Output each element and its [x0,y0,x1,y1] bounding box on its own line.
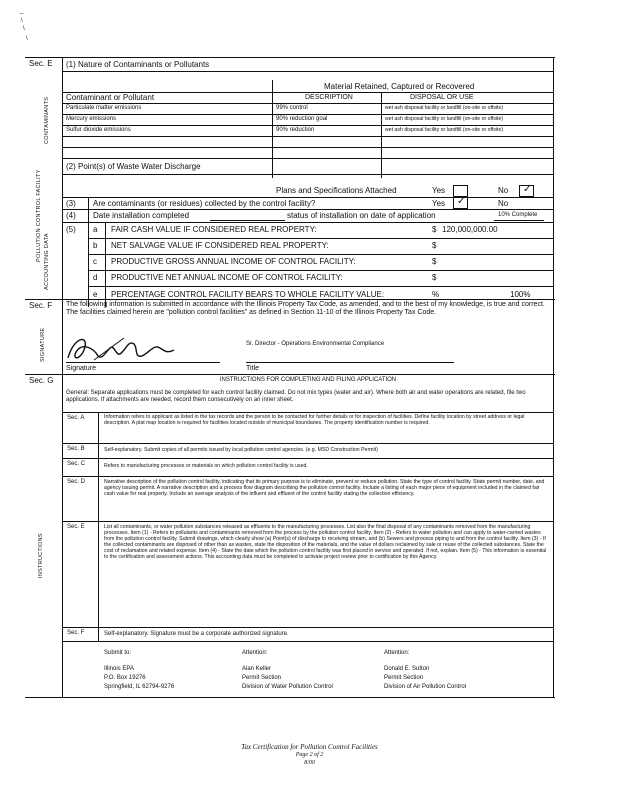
instr-text: Refers to manufacturing processes or materials on which pollution control facility is used. [104,463,308,469]
signature-image [64,330,184,366]
sec-g-label: Sec. G [29,376,54,385]
acct-symbol: $ [432,273,437,282]
item4-text: Date installation completed [93,211,190,220]
rule [62,641,553,642]
attention-label-water: Attention: [242,650,268,656]
col-divider [98,412,99,641]
item4-status: status of installation on date of application [287,211,436,220]
item2-title: (2) Point(s) of Waste Water Discharge [66,162,201,171]
item3-yes-checkbox[interactable] [453,197,468,209]
address-line: Division of Water Pollution Control [242,684,333,690]
signer-title: Sr. Director - Operations Environmental Compliance [246,341,385,347]
item5-num: (5) [66,225,76,234]
acct-value: 100% [510,290,531,299]
instr-text: Self-explanatory. Submit copies of all permits issued by local pollution control agencies. (e.g. MSD Construction Permit) [104,447,378,453]
table-row: Sulfur dioxide emissions [66,127,131,133]
rule [88,254,553,255]
table-row: Particulate matter emissions [66,105,142,111]
rule [88,238,553,239]
rule [62,136,553,137]
plans-label: Plans and Specifications Attached [276,186,397,195]
item3-no-label: No [498,199,509,208]
sec-f-label: Sec. F [29,301,53,310]
table-row-disposal: wet ash disposal facility or landfill (on-site or offsite) [385,116,504,122]
col-disposal: DISPOSAL OR USE [410,94,474,101]
col-divider [88,197,89,307]
rule [62,458,553,459]
footer-page: Page 2 of 2 [295,752,324,758]
rule [62,209,553,210]
section-rule [25,299,555,300]
left-rule [62,57,63,697]
instr-sec-label: Sec. D [67,479,86,485]
title-line [246,362,454,363]
rule [62,158,553,159]
col-divider [381,92,382,178]
corner-mark: \ [21,18,23,24]
item4-num: (4) [66,211,76,220]
plans-no-checkbox[interactable] [519,185,534,197]
section-rule [25,374,555,375]
sec-e-side-label: POLLUTION CONTROL FACILITY [36,169,42,262]
status-line [494,220,544,221]
col-description: DESCRIPTION [305,94,353,101]
rule [62,412,553,413]
address-line: Permit Section [242,675,282,681]
acct-letter: c [93,257,97,266]
acct-label: PRODUCTIVE GROSS ANNUAL INCOME OF CONTROL FACILITY: [111,257,356,266]
address-line: Permit Section [384,675,424,681]
rule [62,114,553,115]
address-line: Alan Keller [242,666,272,672]
acct-label: PRODUCTIVE NET ANNUAL INCOME OF CONTROL FACILITY: [111,273,343,282]
acct-symbol: $ [432,241,437,250]
instr-text: List all contaminants, or water pollution substances released as effluents to the manufacturing processes. List also the final disposal of any contaminants removed from the manufacturing processes. Item (1) - Refers to pollutants and contaminants removed from the process by the pollution control facility. Item (2) - Refers to water pollution and can apply to water-carried wastes from the pollution control facility. Submit drawings, which clearly show (a) Point(s) of discharge to receiving stream, and (b) Sewers and process piping to and from the control facility. Item (3) - If the collected contaminants are disposed of other than as wastes, state the disposition of the materials, and the value of dollars reclaimed by sale or reuse of the collected substances. State the cost of reclamation and related expense. Item (4) - State the date which the pollution control facility was first placed in service and operated. If not, explain. Item (5) - This information is essential to the certification and assessment actions. This accounting data must be completed to activate project review prior to certification by this Agency. [104,524,547,560]
rule [88,270,553,271]
item4-value: 10% Complete [498,212,538,218]
address-line: Springfield, IL 62794-9276 [104,684,175,690]
general-instructions: General: Separate applications must be completed for each control facility claimed. Do not mix types (water and air). Where both air and water operations are related, file two applications. If attachments are needed, record them consecutively on an inner sheet. [66,390,526,403]
rule [62,222,553,223]
instr-text: Self-explanatory. Signature must be a corporate authorized signature. [104,631,289,637]
col-divider [105,222,106,307]
sec-e-label: Sec. E [29,59,53,68]
instr-sec-label: Sec. C [67,461,86,467]
footer-date: 8/00 [304,760,315,766]
acct-letter: a [93,225,98,234]
rule [62,627,553,628]
acct-symbol: % [432,290,440,299]
corner-mark: _ [20,8,24,14]
attention-label-air: Attention: [384,650,410,656]
sec-f-text: The following information is submitted in accordance with the Illinois Property Tax Code, as amended, and to the best of my knowledge, is true and correct. The facilities claimed herein are "pollution control facilities" as defined in Section 11-10 of the Illinois Property Tax Code. [66,301,545,316]
address-line: P.O. Box 19276 [104,675,146,681]
table-row-description: 90% reduction [276,127,315,133]
top-rule [25,57,555,58]
instr-sec-label: Sec. F [67,630,85,636]
table-row-description: 90% reduction goal [276,116,328,122]
instr-sec-label: Sec. B [67,446,85,452]
instr-sec-label: Sec. A [67,415,85,421]
sec-f-side-label: SIGNATURE [40,327,46,362]
acct-letter: e [93,290,98,299]
sec-g-side-label: INSTRUCTIONS [38,533,44,578]
acct-label: PERCENTAGE CONTROL FACILITY BEARS TO WHOLE FACILITY VALUE: [111,290,385,299]
table-row: Mercury emissions [66,116,117,122]
date-line [210,220,285,221]
rule [62,125,553,126]
acct-letter: d [93,273,98,282]
rule [62,443,553,444]
material-retained-header: Material Retained, Captured or Recovered [324,82,475,91]
sec-e-side-label-accounting: ACCOUNTING DATA [44,233,50,290]
rule [62,476,553,477]
acct-letter: b [93,241,98,250]
title-label: Title [246,365,259,372]
signature-line [66,362,220,363]
acct-label: NET SALVAGE VALUE IF CONSIDERED REAL PROPERTY: [111,241,329,250]
acct-value: 120,000,000.00 [442,225,498,234]
col-contaminant: Contaminant or Pollutant [66,93,155,102]
plans-yes-label: Yes [432,186,446,195]
instructions-heading: INSTRUCTIONS FOR COMPLETING AND FILING APPLICATION [219,377,397,383]
submit-to-label: Submit to: [104,650,132,656]
address-line: Illinois EPA [104,666,134,672]
rule [62,197,553,198]
acct-symbol: $ [432,257,437,266]
right-rule [553,57,554,697]
item3-yes-label: Yes [432,199,446,208]
rule [62,71,553,72]
rule [62,174,553,175]
item3-num: (3) [66,199,76,208]
table-row-disposal: wet ash disposal facility or landfill (on-site or offsite) [385,127,504,133]
corner-mark: \ [26,36,28,42]
corner-mark: \ [23,26,25,32]
footer-title: Tax Certification for Pollution Control Facilities [241,743,378,751]
table-row-disposal: wet ash disposal facility or landfill (on-site or offsite) [385,105,504,111]
instr-text: Information refers to applicant as listed in the tax records and the person to be contacted for further details or for inspection of facilities. Define facility location by street address or legal description. A plat map location is required for facilities located outside of municipal boundaries. The property identification number is required. [104,414,525,426]
item1-title: (1) Nature of Contaminants or Pollutants [66,60,210,69]
table-row-description: 99% control [276,105,308,111]
bottom-rule [25,697,555,698]
check-mark-icon: ✓ [457,196,466,207]
acct-label: FAIR CASH VALUE IF CONSIDERED REAL PROPERTY: [111,225,317,234]
acct-symbol: $ [432,225,437,234]
col-divider [272,80,273,178]
address-line: Division of Air Pollution Control [384,684,467,690]
item3-text: Are contaminants (or residues) collected by the control facility? [93,199,316,208]
plans-no-label: No [498,186,509,195]
instr-sec-label: Sec. E [67,524,85,530]
sec-e-side-label-contaminants: CONTAMINANTS [44,96,50,144]
rule [62,147,553,148]
signature-label: Signature [66,365,96,372]
address-line: Donald E. Sutton [384,666,430,672]
check-mark-icon: ✓ [523,184,532,195]
instr-text: Narrative description of the pollution control facility, indicating that its primary purpose is to eliminate, prevent or reduce pollution. State the type of control facility. State permit number, date, and agency issuing permit. A narrative description and a process flow diagram describing the pollution control facility. Include a listing of each major piece of equipment included in the claimed fair cash value for real property. Include an average analysis of the influent and effluent of the control facility stating the collection efficiency. [104,479,545,497]
rule [62,103,553,104]
rule [62,521,553,522]
rule [88,286,553,287]
